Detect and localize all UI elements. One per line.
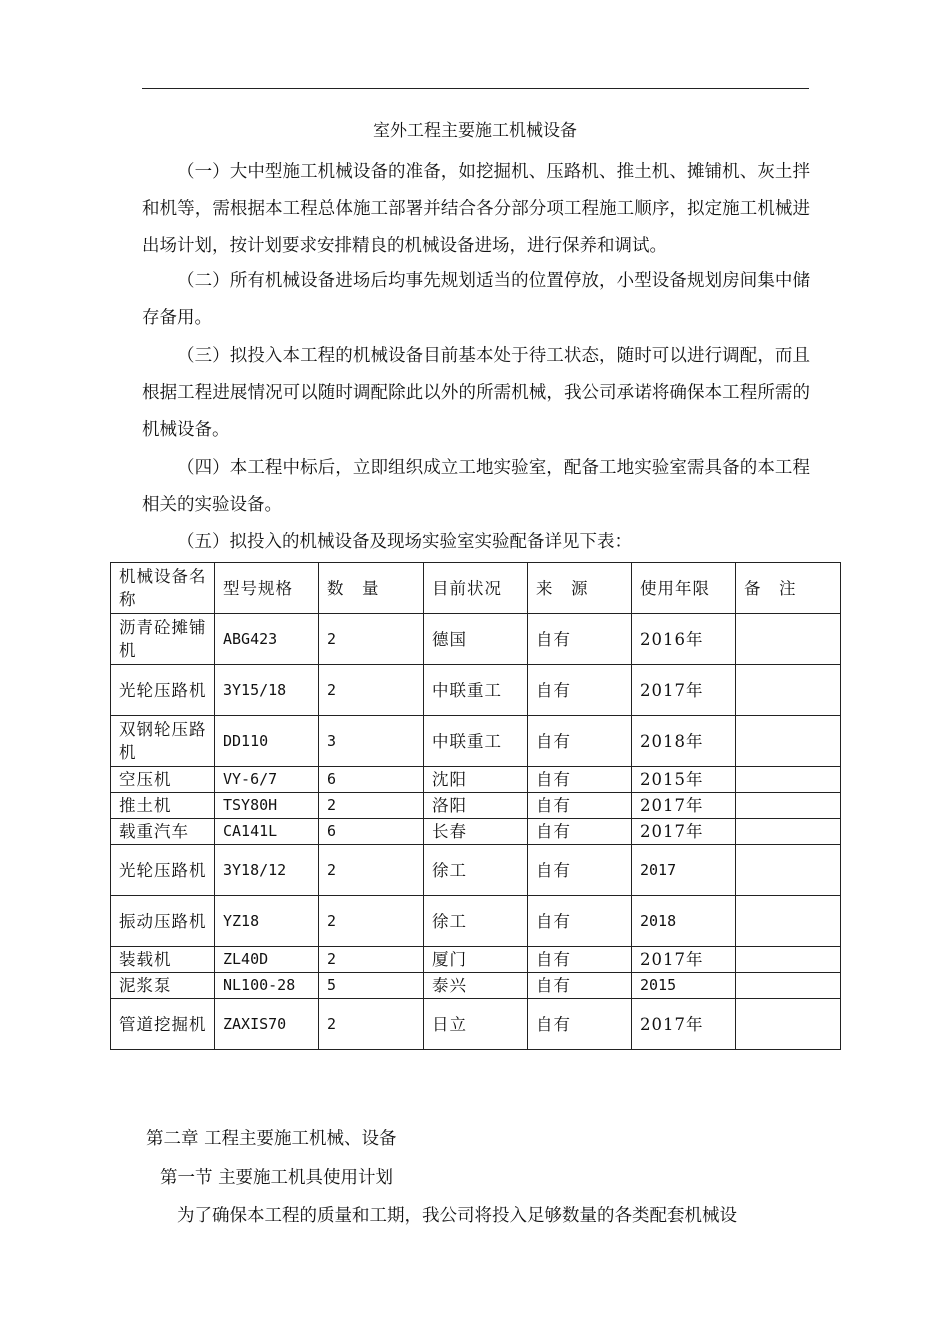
table-cell: 2018	[632, 896, 736, 947]
table-cell	[736, 614, 841, 665]
table-cell: 2017	[632, 845, 736, 896]
table-cell: 5	[319, 973, 424, 999]
table-cell	[736, 999, 841, 1050]
table-cell: 德国	[424, 614, 528, 665]
paragraph-2: （二）所有机械设备进场后均事先规划适当的位置停放，小型设备规划房间集中储存备用。	[142, 271, 810, 328]
header-rule	[142, 88, 809, 89]
table-row	[111, 793, 841, 819]
table-cell: 泰兴	[424, 973, 528, 999]
table-cell: 日立	[424, 999, 528, 1050]
table-row	[111, 845, 841, 896]
table-cell: 振动压路机	[111, 896, 215, 947]
table-cell	[736, 716, 841, 767]
header-cell: 来 源	[528, 563, 632, 614]
table-cell: 双钢轮压路机	[111, 716, 215, 767]
paragraph-1: （一）大中型施工机械设备的准备，如挖掘机、压路机、推土机、摊铺机、灰土拌和机等，需根据本工程总体施工部署并结合各分部分项工程施工顺序，拟定施工机械进出场计划，按计划要求安排精良的机械设备进场，进行保养和调试。	[142, 162, 810, 256]
table-cell: TSY80H	[215, 793, 319, 819]
header-cell: 备 注	[736, 563, 841, 614]
table-cell: 装载机	[111, 947, 215, 973]
table-cell: 2	[319, 947, 424, 973]
table-row	[111, 896, 841, 947]
table-cell: DD110	[215, 716, 319, 767]
table-cell: 2	[319, 665, 424, 716]
table-cell: 自有	[528, 999, 632, 1050]
table-cell	[736, 819, 841, 845]
equipment-table	[110, 562, 841, 1050]
table-cell: ZAXIS70	[215, 999, 319, 1050]
table-row	[111, 716, 841, 767]
table-cell	[736, 947, 841, 973]
table-cell: 自有	[528, 896, 632, 947]
table-cell: 光轮压路机	[111, 845, 215, 896]
table-cell: 6	[319, 767, 424, 793]
table-cell: 自有	[528, 973, 632, 999]
section-subheading: 第一节 主要施工机具使用计划	[160, 1168, 394, 1188]
header-cell: 机械设备名称	[111, 563, 215, 614]
table-cell: 2017年	[632, 819, 736, 845]
closing-paragraph: 为了确保本工程的质量和工期，我公司将投入足够数量的各类配套机械设	[177, 1206, 737, 1226]
table-cell: 自有	[528, 845, 632, 896]
table-cell: 2	[319, 896, 424, 947]
table-cell: 自有	[528, 614, 632, 665]
table-row	[111, 614, 841, 665]
table-cell: YZ18	[215, 896, 319, 947]
table-cell: 自有	[528, 716, 632, 767]
table-cell: 沥青砼摊铺机	[111, 614, 215, 665]
table-cell: 2	[319, 793, 424, 819]
paragraph-5: （五）拟投入的机械设备及现场实验室实验配备详见下表：	[177, 532, 632, 552]
table-cell: 2017年	[632, 793, 736, 819]
table-cell: ZL40D	[215, 947, 319, 973]
table-cell: 厦门	[424, 947, 528, 973]
header-cell: 型号规格	[215, 563, 319, 614]
table-cell	[736, 896, 841, 947]
table-cell: ABG423	[215, 614, 319, 665]
table-cell: CA141L	[215, 819, 319, 845]
table-cell: 3	[319, 716, 424, 767]
table-cell: 2	[319, 845, 424, 896]
paragraph-4: （四）本工程中标后，立即组织成立工地实验室，配备工地实验室需具备的本工程相关的实验设备。	[142, 458, 810, 515]
table-cell: 自有	[528, 767, 632, 793]
table-cell: 3Y18/12	[215, 845, 319, 896]
table-cell: NL100-28	[215, 973, 319, 999]
table-row	[111, 947, 841, 973]
table-cell: 徐工	[424, 845, 528, 896]
table-cell: 2015年	[632, 767, 736, 793]
table-cell: 2016年	[632, 614, 736, 665]
table-cell	[736, 665, 841, 716]
table-cell: 空压机	[111, 767, 215, 793]
table-row	[111, 973, 841, 999]
table-cell: 自有	[528, 665, 632, 716]
table-cell: 中联重工	[424, 716, 528, 767]
table-cell: 6	[319, 819, 424, 845]
table-cell: 中联重工	[424, 665, 528, 716]
table-cell: 2017年	[632, 999, 736, 1050]
table-cell: 自有	[528, 947, 632, 973]
header-cell: 数 量	[319, 563, 424, 614]
paragraph-3: （三）拟投入本工程的机械设备目前基本处于待工状态，随时可以进行调配，而且根据工程进展情况可以随时调配除此以外的所需机械，我公司承诺将确保本工程所需的机械设备。	[142, 346, 810, 440]
table-row	[111, 665, 841, 716]
table-cell: 管道挖掘机	[111, 999, 215, 1050]
table-cell: 泥浆泵	[111, 973, 215, 999]
table-cell: 2	[319, 999, 424, 1050]
table-cell	[736, 793, 841, 819]
table-cell: 2017年	[632, 947, 736, 973]
table-cell: 自有	[528, 793, 632, 819]
header-cell: 使用年限	[632, 563, 736, 614]
table-cell: 沈阳	[424, 767, 528, 793]
table-cell: 载重汽车	[111, 819, 215, 845]
table-cell: 光轮压路机	[111, 665, 215, 716]
table-header-row	[111, 563, 841, 614]
table-cell: 自有	[528, 819, 632, 845]
table-row	[111, 767, 841, 793]
table-cell: 2017年	[632, 665, 736, 716]
header-cell: 目前状况	[424, 563, 528, 614]
table-cell: 2	[319, 614, 424, 665]
table-cell: 推土机	[111, 793, 215, 819]
table-cell	[736, 973, 841, 999]
table-cell: VY-6/7	[215, 767, 319, 793]
table-row	[111, 999, 841, 1050]
table-cell: 洛阳	[424, 793, 528, 819]
table-cell: 2015	[632, 973, 736, 999]
table-cell: 长春	[424, 819, 528, 845]
table-cell: 2018年	[632, 716, 736, 767]
chapter-heading: 第二章 工程主要施工机械、设备	[146, 1129, 397, 1149]
table-cell: 3Y15/18	[215, 665, 319, 716]
table-cell	[736, 845, 841, 896]
table-cell	[736, 767, 841, 793]
section-heading: 室外工程主要施工机械设备	[373, 121, 577, 141]
table-cell: 徐工	[424, 896, 528, 947]
table-row	[111, 819, 841, 845]
